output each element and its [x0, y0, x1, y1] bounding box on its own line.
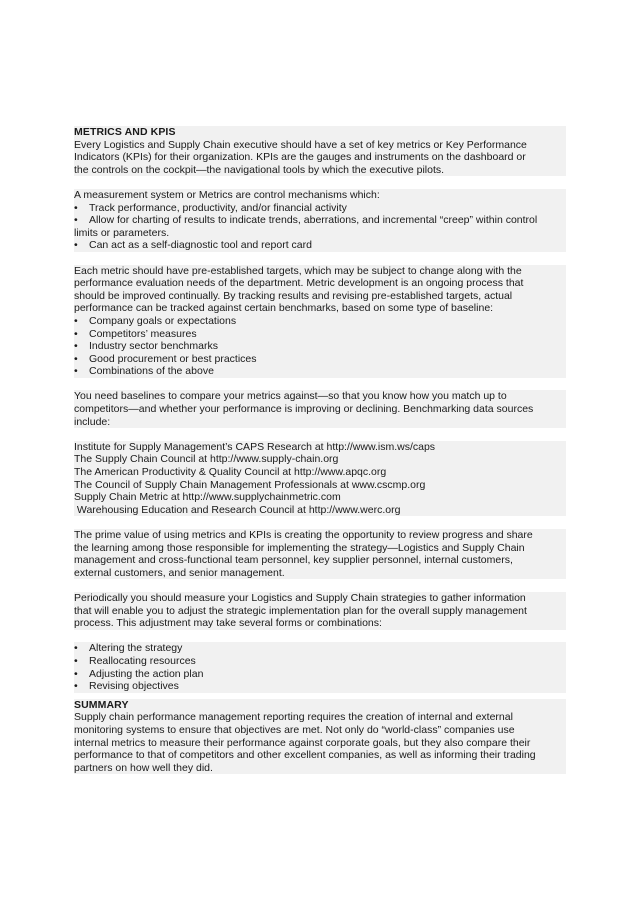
paragraph-line: A measurement system or Metrics are control mechanisms which:: [74, 189, 566, 202]
bullet-item: [74, 353, 566, 366]
paragraph-gap: [74, 252, 566, 265]
bullet-text: Reallocating resources: [89, 654, 196, 667]
paragraph-line: include:: [74, 416, 566, 429]
paragraph-line: performance evaluation needs of the department. Metric development is an ongoing process that: [74, 277, 566, 290]
bullet-icon: •: [74, 667, 78, 680]
paragraph-line: Periodically you should measure your Logistics and Supply Chain strategies to gather information: [74, 592, 566, 605]
source-line: The American Productivity & Quality Council at http://www.apqc.org: [74, 466, 566, 479]
document-page: [74, 126, 566, 774]
paragraph-line: Indicators (KPIs) for their organization. KPIs are the gauges and instruments on the dashboard or: [74, 151, 566, 164]
bullet-icon: •: [74, 201, 78, 214]
paragraph-line: The prime value of using metrics and KPIs is creating the opportunity to review progress and share: [74, 529, 566, 542]
paragraph-gap: [74, 428, 566, 441]
bullet-text: Good procurement or best practices: [89, 352, 257, 365]
bullet-text: Allow for charting of results to indicate trends, aberrations, and incremental “creep” within control: [89, 214, 538, 227]
bullet-item: [74, 315, 566, 328]
bullet-text: Competitors’ measures: [89, 327, 197, 340]
bullet-item: [74, 239, 566, 252]
bullet-text: Can act as a self-diagnostic tool and report card: [89, 239, 312, 252]
bullet-icon: •: [74, 654, 78, 667]
paragraph-line: should be improved continually. By tracking results and revising pre-established targets, actual: [74, 290, 566, 303]
bullet-text: Revising objectives: [89, 680, 179, 693]
paragraph-gap: [74, 176, 566, 189]
source-line: Institute for Supply Management’s CAPS Research at http://www.ism.ws/caps: [74, 441, 566, 454]
bullet-item: [74, 642, 566, 655]
bullet-icon: •: [74, 239, 78, 252]
bullet-item: [74, 668, 566, 681]
paragraph-gap: [74, 516, 566, 529]
bullet-item: [74, 340, 566, 353]
bullet-icon: •: [74, 642, 78, 655]
paragraph-line: Each metric should have pre-established targets, which may be subject to change along with the: [74, 265, 566, 278]
bullet-text: Adjusting the action plan: [89, 667, 204, 680]
paragraph-gap: [74, 378, 566, 391]
source-line: The Supply Chain Council at http://www.supply-chain.org: [74, 453, 566, 466]
paragraph-gap: [74, 579, 566, 592]
bullet-text: Track performance, productivity, and/or financial activity: [89, 201, 347, 214]
source-line: Warehousing Education and Research Council at http://www.werc.org: [74, 504, 566, 517]
paragraph-line: the controls on the cockpit—the navigational tools by which the executive pilots.: [74, 164, 566, 177]
source-line: Supply Chain Metric at http://www.supplychainmetric.com: [74, 491, 566, 504]
source-line: The Council of Supply Chain Management Professionals at www.cscmp.org: [74, 479, 566, 492]
paragraph-line: You need baselines to compare your metrics against—so that you know how you match up to: [74, 390, 566, 403]
paragraph-line: competitors—and whether your performance is improving or declining. Benchmarking data sources: [74, 403, 566, 416]
bullet-item: [74, 365, 566, 378]
paragraph-line: Every Logistics and Supply Chain executive should have a set of key metrics or Key Performance: [74, 139, 566, 152]
metrics-heading: METRICS AND KPIS: [74, 126, 566, 139]
bullet-icon: •: [74, 340, 78, 353]
bullet-text: Altering the strategy: [89, 642, 183, 655]
summary-heading: SUMMARY: [74, 699, 566, 712]
bullet-item: [74, 202, 566, 215]
bullet-item: [74, 214, 566, 227]
bullet-item: [74, 680, 566, 693]
bullet-item: [74, 328, 566, 341]
paragraph-line: process. This adjustment may take several forms or combinations:: [74, 617, 566, 630]
paragraph-line: partners on how well they did.: [74, 762, 566, 775]
bullet-icon: •: [74, 327, 78, 340]
bullet-text: Combinations of the above: [89, 365, 214, 378]
bullet-item: [74, 655, 566, 668]
paragraph-gap: [74, 630, 566, 643]
bullet-icon: •: [74, 680, 78, 693]
bullet-icon: •: [74, 214, 78, 227]
paragraph-line: external customers, and senior management.: [74, 567, 566, 580]
bullet-text: Company goals or expectations: [89, 314, 237, 327]
bullet-icon: •: [74, 352, 78, 365]
bullet-icon: •: [74, 365, 78, 378]
paragraph-line: internal metrics to measure their performance against corporate goals, but they also compare their: [74, 737, 566, 750]
paragraph-line: limits or parameters.: [74, 227, 566, 240]
bullet-icon: •: [74, 314, 78, 327]
paragraph-line: that will enable you to adjust the strategic implementation plan for the overall supply management: [74, 605, 566, 618]
bullet-text: Industry sector benchmarks: [89, 340, 218, 353]
paragraph-line: the learning among those responsible for implementing the strategy—Logistics and Supply Chain: [74, 542, 566, 555]
paragraph-line: Supply chain performance management reporting requires the creation of internal and external: [74, 711, 566, 724]
paragraph-line: performance can be tracked against certain benchmarks, based on some type of baseline:: [74, 302, 566, 315]
paragraph-line: performance to that of competitors and other excellent companies, as well as informing their trading: [74, 749, 566, 762]
paragraph-line: management and cross-functional team personnel, key supplier personnel, internal customers,: [74, 554, 566, 567]
paragraph-line: monitoring systems to ensure that objectives are met. Not only do “world-class” companies use: [74, 724, 566, 737]
